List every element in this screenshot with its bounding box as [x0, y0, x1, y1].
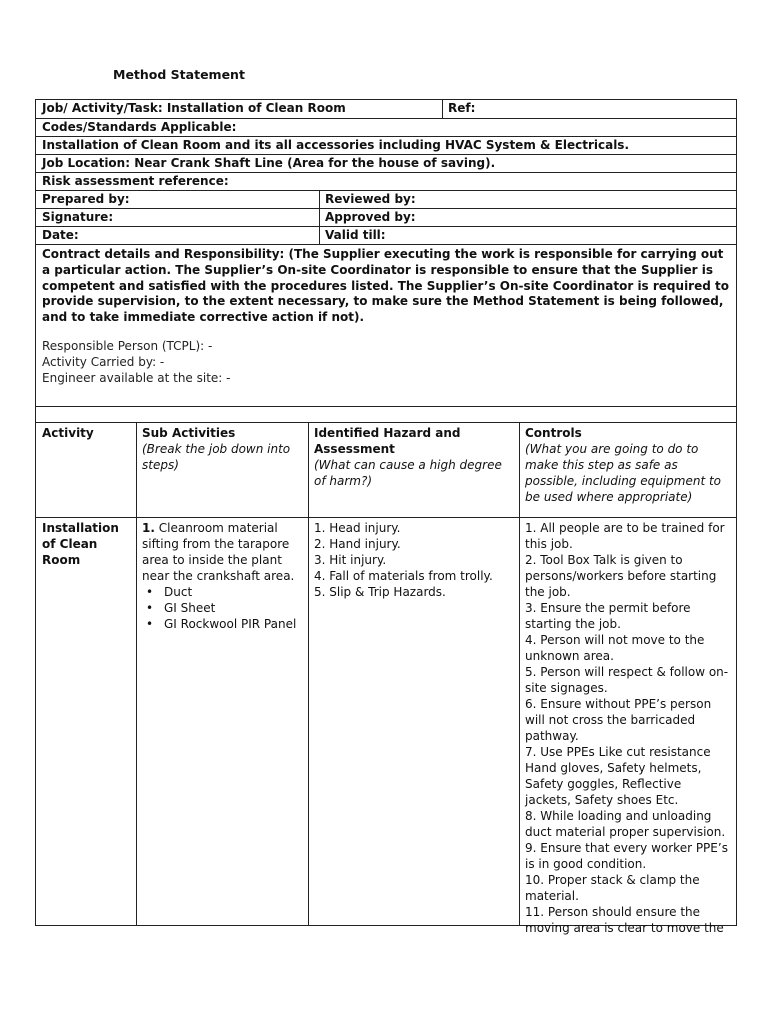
list-item: 9. Ensure that every worker PPE’s is in good condition.	[525, 841, 728, 871]
codes-row	[36, 118, 736, 136]
activity-table	[35, 406, 737, 935]
codes-standards-value: Installation of Clean Room and its all accessories including HVAC System & Electricals.	[42, 138, 630, 152]
responsible-person: Responsible Person (TCPL): -	[42, 339, 213, 353]
contract-row	[36, 244, 736, 406]
reviewed-by: Reviewed by:	[325, 192, 416, 206]
date: Date:	[42, 228, 79, 242]
risk-row	[36, 172, 736, 190]
signature-row	[36, 208, 736, 226]
job-row	[36, 100, 736, 118]
list-item: 7. Use PPEs Like cut resistance Hand gloves, Safety helmets, Safety goggles, Reflective jackets, Safety shoes Etc.	[525, 745, 711, 807]
signature: Signature:	[42, 210, 114, 224]
job-location: Job Location: Near Crank Shaft Line (Area for the house of saving).	[42, 156, 496, 170]
sub-items-list	[142, 584, 302, 632]
blank-row	[36, 407, 736, 422]
list-item: 4. Person will not move to the unknown area.	[525, 633, 705, 663]
list-item: 3. Ensure the permit before starting the job.	[525, 601, 691, 631]
activity-carried-by: Activity Carried by: -	[42, 354, 165, 369]
codes-value-row	[36, 136, 736, 154]
header-controls: Controls (What you are going to do to make this step as safe as possible, including equipment to be used where appropriate)	[525, 426, 722, 504]
list-item: • GI Rockwool PIR Panel	[164, 616, 302, 632]
list-item: • Duct	[164, 584, 302, 600]
responsibility-list	[42, 339, 230, 386]
list-item: 3. Hit injury.	[314, 553, 387, 567]
header-info-table	[35, 99, 737, 407]
table-header-row	[36, 422, 736, 517]
prepared-by: Prepared by:	[42, 192, 130, 206]
list-item: 11. Person should ensure the moving area is clear to move the	[525, 905, 724, 935]
row-controls	[519, 518, 736, 935]
date-row	[36, 226, 736, 244]
table-row	[36, 517, 736, 935]
header-sub-activities: Sub Activities (Break the job down into steps)	[142, 426, 291, 472]
list-item: 8. While loading and unloading duct material proper supervision.	[525, 809, 726, 839]
list-item: 1. All people are to be trained for this job.	[525, 521, 725, 551]
prepared-row	[36, 190, 736, 208]
list-item: 10. Proper stack & clamp the material.	[525, 873, 700, 903]
row-hazards	[308, 518, 519, 925]
engineer-available: Engineer available at the site: -	[42, 370, 231, 385]
list-item: 4. Fall of materials from trolly.	[314, 569, 493, 583]
list-item: • GI Sheet	[164, 600, 302, 616]
codes-standards-label: Codes/Standards Applicable:	[42, 120, 237, 134]
list-item: 5. Slip & Trip Hazards.	[314, 585, 446, 599]
job-activity-task: Job/ Activity/Task: Installation of Clean Room	[42, 101, 346, 115]
ref-label: Ref:	[448, 101, 476, 115]
approved-by: Approved by:	[325, 210, 416, 224]
list-item: 5. Person will respect & follow on-site signages.	[525, 665, 729, 695]
row-sub-activities: 1. Cleanroom material sifting from the tarapore area to inside the plant near the crankshaft area. • Duct • GI Sheet • GI Rockwool PIR Panel	[136, 518, 308, 925]
list-item: 1. Head injury.	[314, 521, 401, 535]
header-identified-hazard: Identified Hazard and Assessment (What can cause a high degree of harm?)	[314, 426, 502, 488]
contract-details: Contract details and Responsibility: (The Supplier executing the work is responsible for carrying out a particular action. The Supplier’s On-site Coordinator is responsible to ensure that the Supplier is competent and satisfied with the procedures listed. The Supplier’s On-site Coordinator is required to provide supervision, to the extent necessary, to make sure the Method Statement is being followed, and to take immediate corrective action if not).	[42, 247, 729, 325]
valid-till: Valid till:	[325, 228, 386, 242]
list-item: 2. Tool Box Talk is given to persons/workers before starting the job.	[525, 553, 717, 599]
risk-assessment-reference: Risk assessment reference:	[42, 174, 229, 188]
document-title: Method Statement	[113, 67, 245, 82]
header-activity: Activity	[42, 426, 94, 440]
list-item: 6. Ensure without PPE’s person will not cross the barricaded pathway.	[525, 697, 712, 743]
list-item: 2. Hand injury.	[314, 537, 401, 551]
row-activity: Installation of Clean Room	[42, 521, 119, 567]
job-location-row	[36, 154, 736, 172]
